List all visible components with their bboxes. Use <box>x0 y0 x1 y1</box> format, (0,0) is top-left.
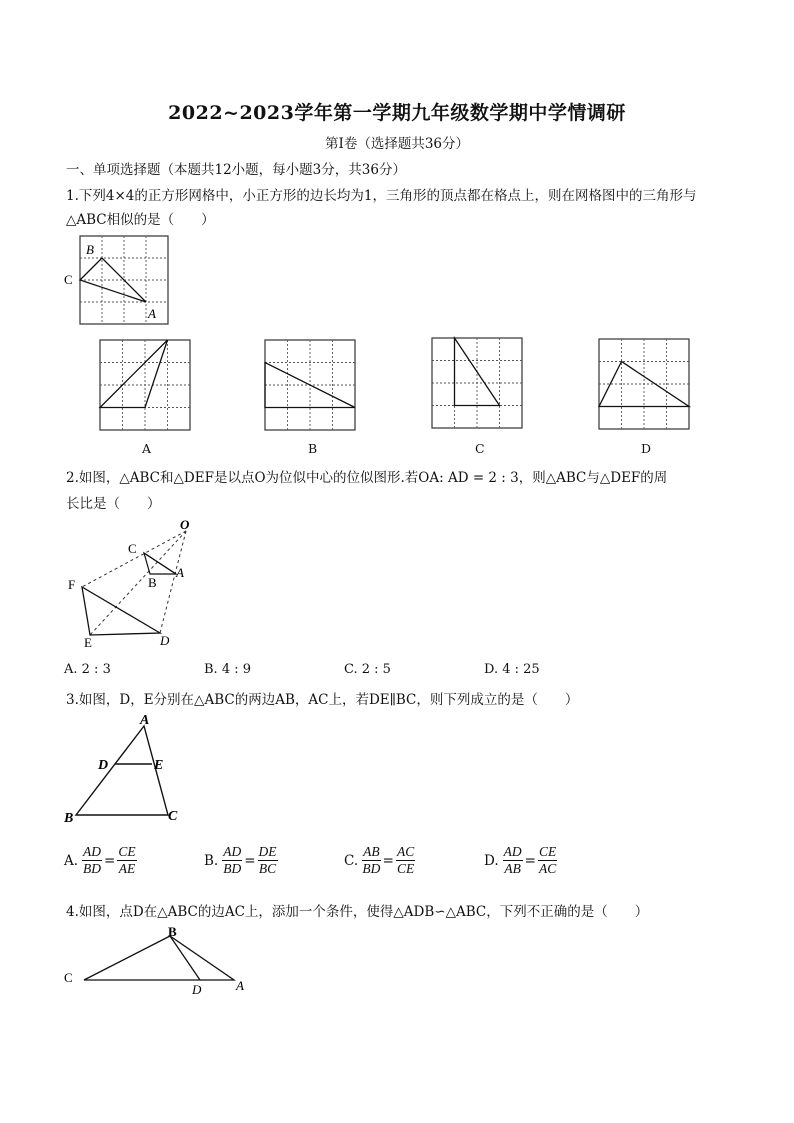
q3-label-d: D <box>98 758 109 773</box>
q3-fraction <box>362 844 381 877</box>
q3-equals: = <box>104 852 116 869</box>
q1-abc-figure <box>60 232 172 328</box>
q3-fraction <box>222 844 242 877</box>
q1-choice-label-d: D <box>641 441 652 456</box>
q3-text-line1: 3.如图，D，E分别在△ABC的两边AB，AC上，若DE∥BC，则下列成立的是（ ） <box>66 692 579 708</box>
q4-label-a: A <box>236 978 244 993</box>
q2-text-line1: 2.如图，△ABC和△DEF是以点O为位似中心的位似图形.若OA: AD = 2 : 3，则△ABC与△DEF的周 <box>66 470 668 486</box>
q2-label-e: E <box>84 635 92 650</box>
q3-numerator: AD <box>223 844 242 859</box>
q3-fraction <box>503 844 523 877</box>
q2-homothety-figure <box>60 515 200 653</box>
q3-option-letter: C. <box>344 852 359 869</box>
q3-denominator: CE <box>396 861 415 876</box>
q1-label-b: B <box>86 242 94 257</box>
q3-option-letter: A. <box>64 852 79 869</box>
q2-option-a: A. 2 : 3 <box>64 662 111 677</box>
q2-label-o: O <box>180 517 190 532</box>
q3-option-letter: D. <box>484 852 499 869</box>
q4-label-d: D <box>192 982 202 997</box>
section-heading: 一、单项选择题（本题共12小题，每小题3分，共36分） <box>66 162 406 178</box>
q3-triangle-figure <box>60 712 190 824</box>
q2-label-c: C <box>128 541 137 556</box>
section-subtitle: 第Ⅰ卷（选择题共36分） <box>324 136 469 152</box>
q1-text-line1: 1.下列4×4的正方形网格中，小正方形的边长均为1，三角形的顶点都在格点上，则在网格图中的三角形与 <box>66 188 697 204</box>
q3-label-b: B <box>64 811 74 824</box>
q4-label-c: C <box>64 970 73 985</box>
q3-option-c <box>344 844 415 877</box>
q1-label-c: C <box>64 272 73 287</box>
q3-numerator: AD <box>83 844 102 859</box>
q2-label-b: B <box>148 575 157 590</box>
q4-label-b: B <box>168 924 177 939</box>
q3-denominator: AB <box>504 861 521 876</box>
q3-label-e: E <box>154 758 164 773</box>
q1-choice-label-b: B <box>308 441 318 456</box>
q2-option-d: D. 4 : 25 <box>484 662 540 677</box>
q2-label-a: A <box>176 565 184 580</box>
q3-option-d <box>484 844 557 877</box>
q3-equals: = <box>244 852 256 869</box>
q1-choice-a-grid <box>98 338 194 434</box>
q3-fraction <box>396 844 415 877</box>
q2-label-d: D <box>160 633 170 648</box>
q3-denominator: BC <box>258 861 277 876</box>
q3-option-letter: B. <box>204 852 219 869</box>
q3-numerator: CE <box>538 844 557 859</box>
q3-denominator: BD <box>83 861 102 876</box>
q3-equals: = <box>382 852 394 869</box>
q3-numerator: AC <box>396 844 415 859</box>
q3-denominator: AC <box>538 861 557 876</box>
q3-denominator: AE <box>118 861 136 876</box>
q3-fraction <box>82 844 102 877</box>
q3-label-c: C <box>168 809 178 824</box>
q3-fraction <box>117 844 136 877</box>
q3-equals: = <box>524 852 536 869</box>
q3-option-b <box>204 844 278 877</box>
q3-fraction <box>258 844 278 877</box>
page-title: 2022~2023学年第一学期九年级数学期中学情调研 <box>168 102 626 124</box>
q3-denominator: BD <box>223 861 242 876</box>
q3-label-a: A <box>140 713 150 728</box>
q4-text-line1: 4.如图，点D在△ABC的边AC上，添加一个条件，使得△ADB∽△ABC，下列不正确的是（ ） <box>66 904 649 920</box>
q3-numerator: DE <box>258 844 277 859</box>
q1-label-a: A <box>148 306 156 321</box>
q1-choice-b-grid <box>263 338 359 434</box>
q3-numerator: AD <box>503 844 522 859</box>
q3-numerator: CE <box>118 844 136 859</box>
q2-label-f: F <box>68 577 76 592</box>
q1-choice-label-c: C <box>475 441 485 456</box>
q1-choice-d-grid <box>597 337 693 433</box>
q1-choice-label-a: A <box>142 441 152 456</box>
q1-text-line2: △ABC相似的是（ ） <box>66 212 215 228</box>
q1-choice-c-grid <box>430 336 526 432</box>
q3-denominator: BD <box>362 861 381 876</box>
q2-option-c: C. 2 : 5 <box>344 662 391 677</box>
q2-text-line2: 长比是（ ） <box>66 496 161 512</box>
q3-option-a <box>64 844 137 877</box>
q3-numerator: AB <box>363 844 380 859</box>
q2-option-b: B. 4 : 9 <box>204 662 252 677</box>
q3-fraction <box>538 844 557 877</box>
q4-triangle-figure <box>60 922 260 998</box>
